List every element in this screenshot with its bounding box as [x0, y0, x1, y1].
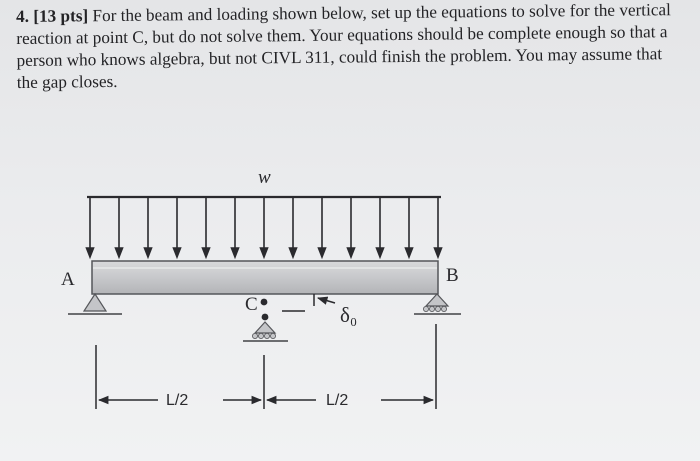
point-a-label: A: [61, 269, 75, 290]
load-arrow-head: [87, 248, 94, 257]
load-arrow-head: [145, 248, 152, 257]
load-arrow-head: [435, 248, 442, 257]
load-arrows: [87, 197, 442, 257]
load-arrow-head: [116, 248, 123, 257]
load-arrow-head: [319, 248, 326, 257]
support-b: [414, 294, 461, 314]
load-arrow-head: [406, 248, 413, 257]
load-arrow-head: [232, 248, 239, 257]
gap-label: δ₀: [340, 303, 358, 327]
span-left-label: L/2: [166, 392, 189, 409]
load-arrow-head: [348, 248, 355, 257]
point-b-label: B: [446, 265, 459, 286]
problem-text: For the beam and loading shown below, set up the equations to solve for the vertical reaction at point C, but do not solve them. Your equations should be complete enough so that a person who knows algebra, but not CIVL 311, could finish the problem. You may assume that the gap closes.: [16, 0, 671, 92]
problem-points: [13 pts]: [33, 6, 89, 26]
beam: [92, 261, 438, 294]
load-arrow-head: [203, 248, 210, 257]
load-arrow-head: [377, 248, 384, 257]
load-arrow-head: [174, 248, 181, 257]
load-arrow-head: [290, 248, 297, 257]
load-arrow-head: [261, 248, 268, 257]
support-a: [68, 294, 122, 314]
problem-number: 4.: [16, 6, 30, 26]
load-label: w: [258, 167, 271, 188]
point-c-label: C: [245, 294, 258, 315]
distributed-load: [87, 197, 442, 257]
gap-annotation: [282, 294, 335, 311]
span-right-label: L/2: [326, 392, 349, 409]
